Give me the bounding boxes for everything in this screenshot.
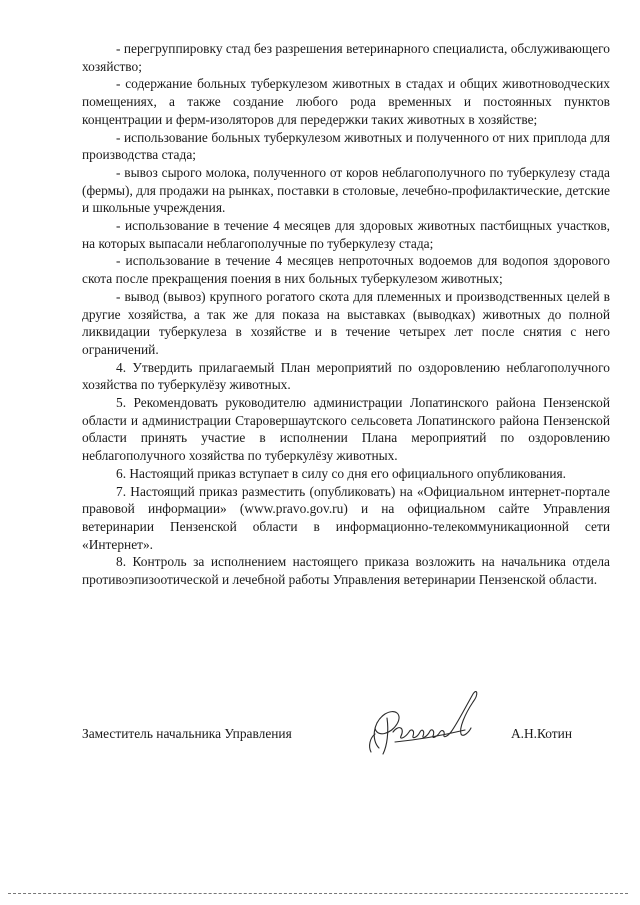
clause-7: 7. Настоящий приказ разместить (опубликовать) на «Официальном интернет-портале правовой информации» (www.pravo.gov.ru) и на официальном сайте Управления ветеринарии Пензенской области в информационно-телекоммуникационной сети «Интернет».: [82, 483, 610, 552]
clause-5: 5. Рекомендовать руководителю администрации Лопатинского района Пензенской области и администрации Старовершаутского сельсовета Лопатинского района Пензенской области принять участие в исполнении Плана мероприятий по оздоровлению неблагополучного хозяйства по туберкулёзу животных.: [82, 395, 610, 464]
list-item-pastures: - использование в течение 4 месяцев для здоровых животных пастбищных участков, на которых выпасали неблагополучные по туберкулезу стада;: [82, 218, 610, 251]
signer-position: Заместитель начальника Управления: [82, 726, 292, 741]
list-item-keeping-sick-animals: - содержание больных туберкулезом животных в стадах и общих животноводческих помещениях, а также создание любого рода временных и постоянных пунктов концентрации и ферм-изоляторов для передержки таких животных в хозяйстве;: [82, 76, 610, 127]
clause-8: 8. Контроль за исполнением настоящего приказа возложить на начальника отдела противоэпизоотической и лечебной работы Управления ветеринарии Пензенской области.: [82, 554, 610, 588]
document-body: [82, 40, 610, 589]
list-item-cattle-removal: - вывод (вывоз) крупного рогатого скота для племенных и производственных целей в другие хозяйства, а так же для показа на выставках (выводках) животных до полной ликвидации туберкулеза в хозяйстве и в течение четырех лет после снятия с него ограничений.: [82, 288, 610, 357]
page-bottom-divider: [8, 893, 628, 894]
list-item-regrouping: - перегруппировку стад без разрешения ветеринарного специалиста, обслуживающего хозяйство;: [82, 41, 610, 74]
clause-6: 6. Настоящий приказ вступает в силу со дня его официального опубликования.: [116, 465, 566, 481]
list-item-water-bodies: - использование в течение 4 месяцев непроточных водоемов для водопоя здорового скота после прекращения поения в них больных туберкулезом животных;: [82, 253, 610, 287]
list-item-offspring-use: - использование больных туберкулезом животных и полученного от них приплода для производства стада;: [82, 129, 610, 163]
signature-block: [82, 726, 610, 756]
signer-name: А.Н.Котин: [510, 726, 572, 741]
list-item-raw-milk: - вывоз сырого молока, полученного от коров неблагополучного по туберкулезу стада (фермы), для продажи на рынках, поставки в столовые, лечебно-профилактические, детские и школьные учреждения.: [82, 164, 610, 216]
clause-4: 4. Утвердить прилагаемый План мероприятий по оздоровлению неблагополучного хозяйства по туберкулёзу животных.: [82, 359, 610, 393]
